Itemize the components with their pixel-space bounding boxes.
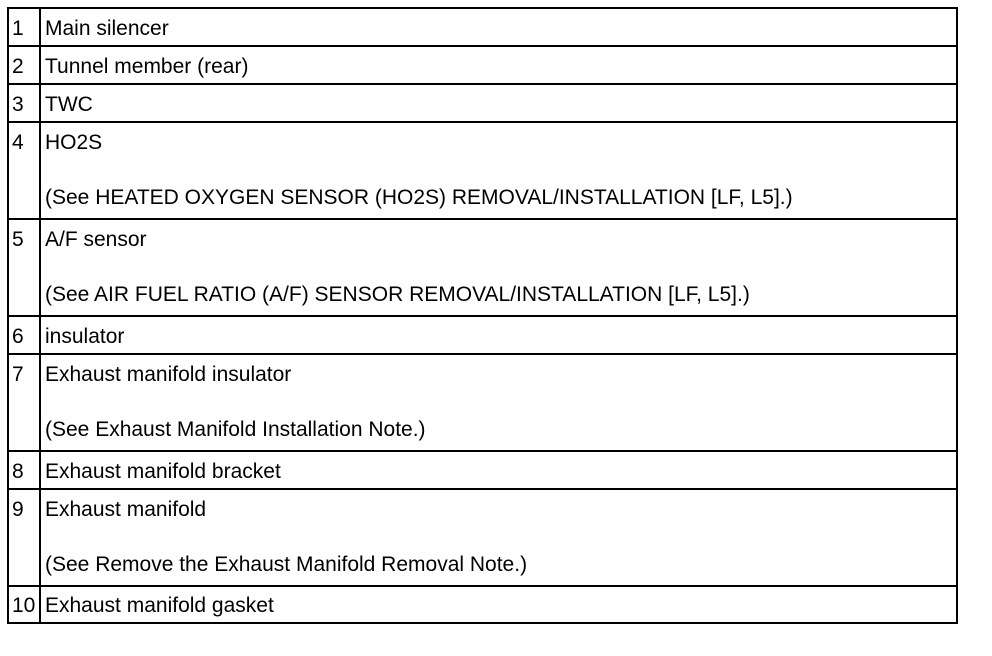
parts-table xyxy=(7,7,958,624)
table-row xyxy=(8,354,957,451)
item-number: 1 xyxy=(8,8,40,46)
item-description xyxy=(40,316,957,354)
item-text: Main silencer xyxy=(45,17,169,40)
item-text: TWC xyxy=(45,93,93,116)
table-row xyxy=(8,489,957,586)
item-description xyxy=(40,46,957,84)
item-description xyxy=(40,122,957,219)
item-reference-link[interactable]: (See AIR FUEL RATIO (A/F) SENSOR REMOVAL/INSTALLATION [LF, L5].) xyxy=(45,283,750,306)
table-row xyxy=(8,316,957,354)
item-number: 4 xyxy=(8,122,40,219)
item-description xyxy=(40,8,957,46)
item-number: 5 xyxy=(8,219,40,316)
item-description xyxy=(40,451,957,489)
item-description xyxy=(40,489,957,586)
item-description xyxy=(40,354,957,451)
item-text: insulator xyxy=(45,325,125,348)
item-number: 9 xyxy=(8,489,40,586)
item-description xyxy=(40,84,957,122)
item-description xyxy=(40,219,957,316)
item-number: 3 xyxy=(8,84,40,122)
item-number: 2 xyxy=(8,46,40,84)
item-number: 7 xyxy=(8,354,40,451)
table-row xyxy=(8,451,957,489)
item-text: Exhaust manifold insulator xyxy=(45,363,292,386)
table-row xyxy=(8,84,957,122)
item-number: 6 xyxy=(8,316,40,354)
item-number: 8 xyxy=(8,451,40,489)
item-reference-link[interactable]: (See Remove the Exhaust Manifold Removal Note.) xyxy=(45,553,528,576)
item-text: HO2S xyxy=(45,131,103,154)
item-reference-link[interactable]: (See Exhaust Manifold Installation Note.) xyxy=(45,418,426,441)
table-row xyxy=(8,219,957,316)
item-text: Tunnel member (rear) xyxy=(45,55,249,78)
table-row xyxy=(8,122,957,219)
item-text: Exhaust manifold bracket xyxy=(45,460,281,483)
item-text: Exhaust manifold xyxy=(45,498,207,521)
table-row xyxy=(8,46,957,84)
table-row xyxy=(8,586,957,623)
item-reference-link[interactable]: (See HEATED OXYGEN SENSOR (HO2S) REMOVAL/INSTALLATION [LF, L5].) xyxy=(45,186,793,209)
item-text: A/F sensor xyxy=(45,228,147,251)
item-text: Exhaust manifold gasket xyxy=(45,594,274,617)
item-description xyxy=(40,586,957,623)
table-row xyxy=(8,8,957,46)
item-number: 10 xyxy=(8,586,40,623)
